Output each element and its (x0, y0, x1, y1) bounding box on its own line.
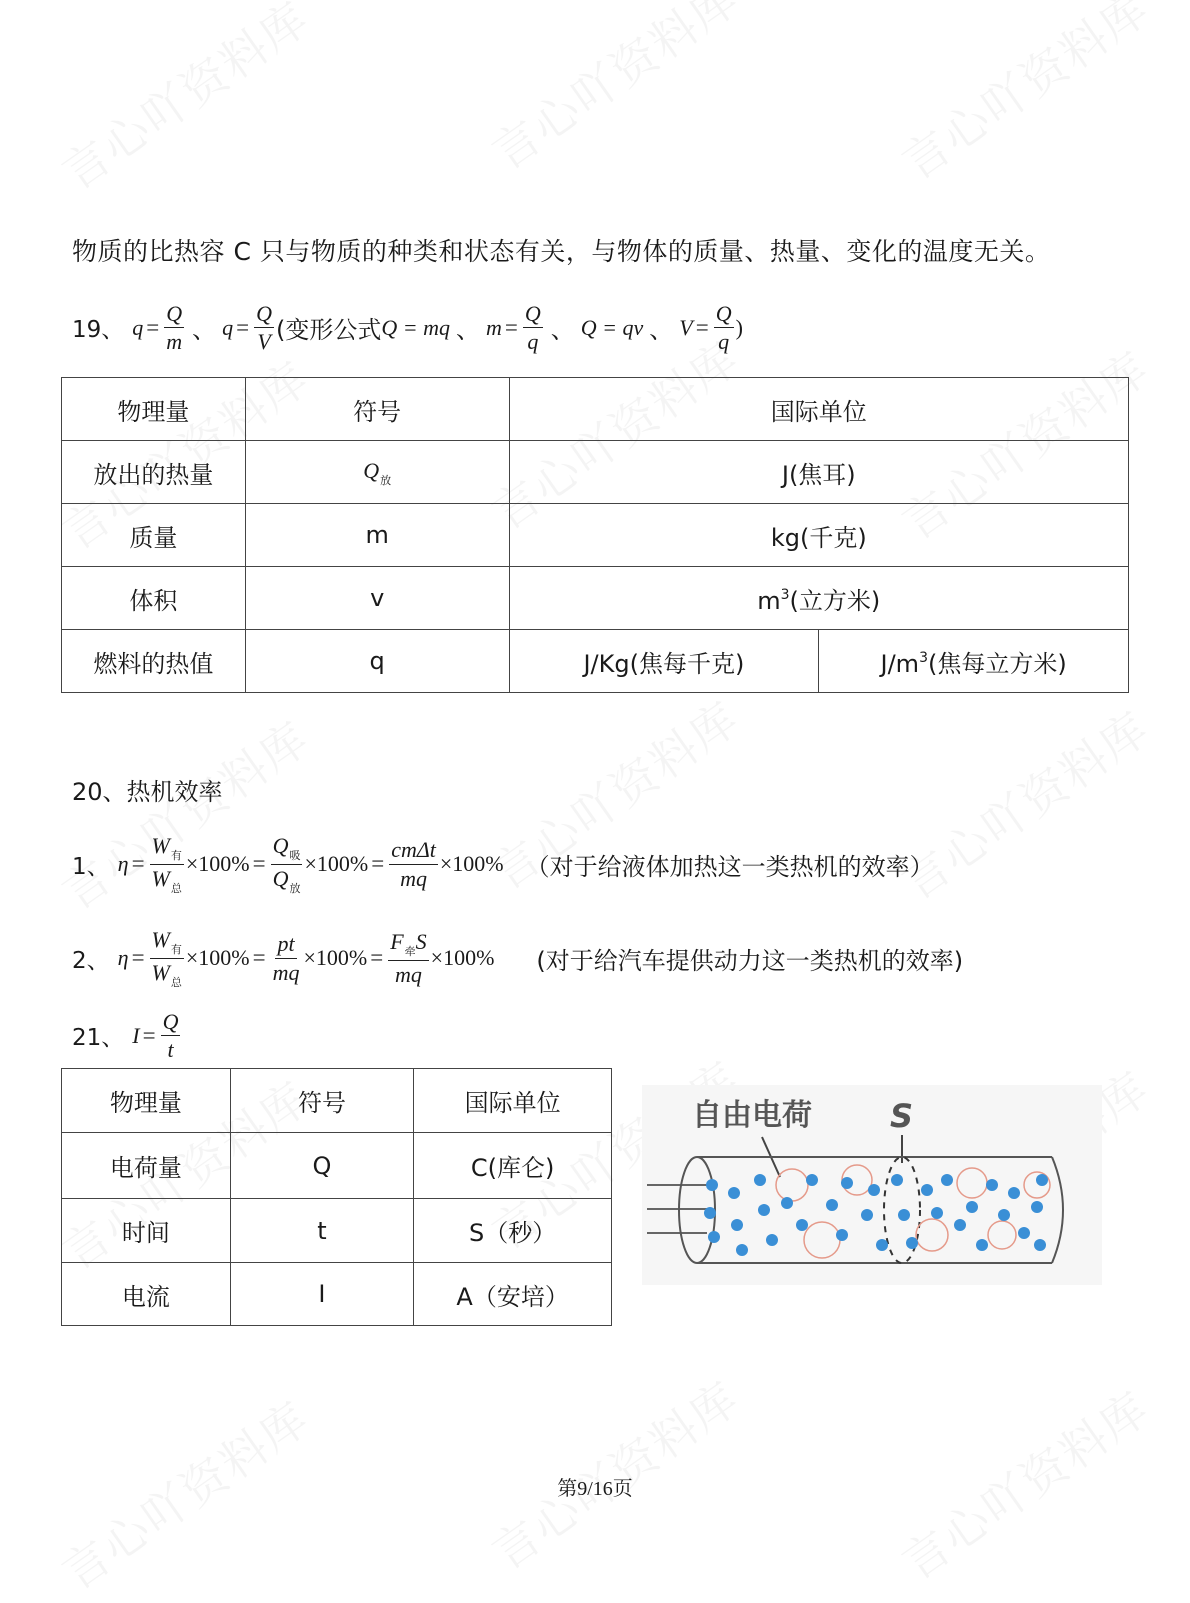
fraction: $\frac{Q}{q}$ (524, 301, 541, 355)
table-row (62, 504, 1129, 567)
fraction: $\frac{W_有}{W_总}$ (151, 927, 182, 989)
item21-formula-line: 21、 I = $\frac{Q}{t}$ (72, 1009, 179, 1063)
fraction: $\frac{Q_吸}{Q_放}$ (272, 833, 301, 895)
free-charge-label: 自由电荷 (692, 1098, 812, 1133)
table-cell: 时间 (62, 1199, 231, 1263)
table-cell: q (245, 630, 509, 693)
table-cell: kg(千克) (509, 504, 1128, 567)
table-cell: A（安培） (414, 1263, 612, 1326)
table-header-row (62, 378, 1129, 441)
page-number: 第9/16页 (557, 1478, 633, 1500)
table-cell: 燃料的热值 (62, 630, 246, 693)
fraction: $\frac{Q}{q}$ (715, 301, 732, 355)
table-cell: C(库仑) (414, 1133, 612, 1199)
formula-var: q (132, 314, 144, 340)
fraction: $\frac{Q}{m}$ (166, 301, 183, 355)
table-row (62, 630, 1129, 693)
table-cell: J/Kg(焦每千克) (509, 630, 819, 693)
table-cell: 体积 (62, 567, 246, 630)
conductor-illustration (642, 1085, 1102, 1285)
fraction: $\frac{W_有}{W_总}$ (151, 833, 182, 895)
table-row (62, 1133, 612, 1199)
intro-paragraph: 物质的比热容 C 只与物质的种类和状态有关，与物体的质量、热量、变化的温度无关。 (72, 237, 1051, 266)
table-cell: 电荷量 (62, 1133, 231, 1199)
table-row (62, 1199, 612, 1263)
table-cell: m (245, 504, 509, 567)
item19-formula-line: 19、 q = $\frac{Q}{m}$ 、 q = $\frac{Q}{V}$ (变形公式 Q = mq 、 m = $\frac{Q}{q}$ 、 Q = qv 、 V = $\frac{Q}{q}$ ) (72, 301, 743, 355)
table-header: 国际单位 (509, 378, 1128, 441)
fraction: $\frac{pt}{mq}$ (272, 931, 300, 985)
table-cell: t (230, 1199, 414, 1263)
table-cell: $J/m^3$(焦每立方米) (819, 630, 1129, 693)
table-cell: 电流 (62, 1263, 231, 1326)
current-table (61, 1068, 612, 1326)
table-cell: I (230, 1263, 414, 1326)
table-cell: S（秒） (414, 1199, 612, 1263)
table-cell: 放出的热量 (62, 441, 246, 504)
fraction: $\frac{Q}{V}$ (256, 301, 273, 355)
item19-label: 19、 (72, 317, 125, 344)
table-cell: Q (230, 1133, 414, 1199)
fraction: $\frac{\text{cmΔt}}{mq}$ (391, 837, 436, 891)
table-cell: $m^3$(立方米) (509, 567, 1128, 630)
conductor-free-charge-diagram (642, 1085, 1102, 1285)
heat-value-table (61, 377, 1129, 693)
table-cell: $Q_放$ (245, 441, 509, 504)
table-cell: J(焦耳) (509, 441, 1128, 504)
table-row (62, 441, 1129, 504)
table-header: 符号 (245, 378, 509, 441)
formula-note: （对于给液体加热这一类热机的效率） (525, 852, 934, 881)
table-header: 物理量 (62, 1069, 231, 1133)
table-row (62, 567, 1129, 630)
formula-note: (对于给汽车提供动力这一类热机的效率) (536, 946, 964, 975)
efficiency-formula-1: 1、 η = $\frac{W_有}{W_总}$ ×100% = $\frac{Q_吸}{Q_放}$ ×100% = $\frac{\text{cmΔt}}{mq}$ ×100% （对于给液体加热这一类热机的效率） (72, 833, 934, 895)
section-title-heat-engine: 20、热机效率 (72, 778, 223, 806)
table-header: 物理量 (62, 378, 246, 441)
fraction: $\frac{F_牵S}{mq}$ (390, 929, 427, 987)
table-header-row (62, 1069, 612, 1133)
efficiency-formula-2: 2、 η = $\frac{W_有}{W_总}$ ×100% = $\frac{pt}{mq}$ ×100% = $\frac{F_牵S}{mq}$ ×100% (对于给汽车提供动力这一类热机的效率) (72, 927, 964, 989)
table-header: 符号 (230, 1069, 414, 1133)
fraction: $\frac{Q}{t}$ (162, 1009, 179, 1063)
table-cell: 质量 (62, 504, 246, 567)
cross-section-label: S (890, 1097, 914, 1135)
table-header: 国际单位 (414, 1069, 612, 1133)
table-cell: v (245, 567, 509, 630)
table-row (62, 1263, 612, 1326)
